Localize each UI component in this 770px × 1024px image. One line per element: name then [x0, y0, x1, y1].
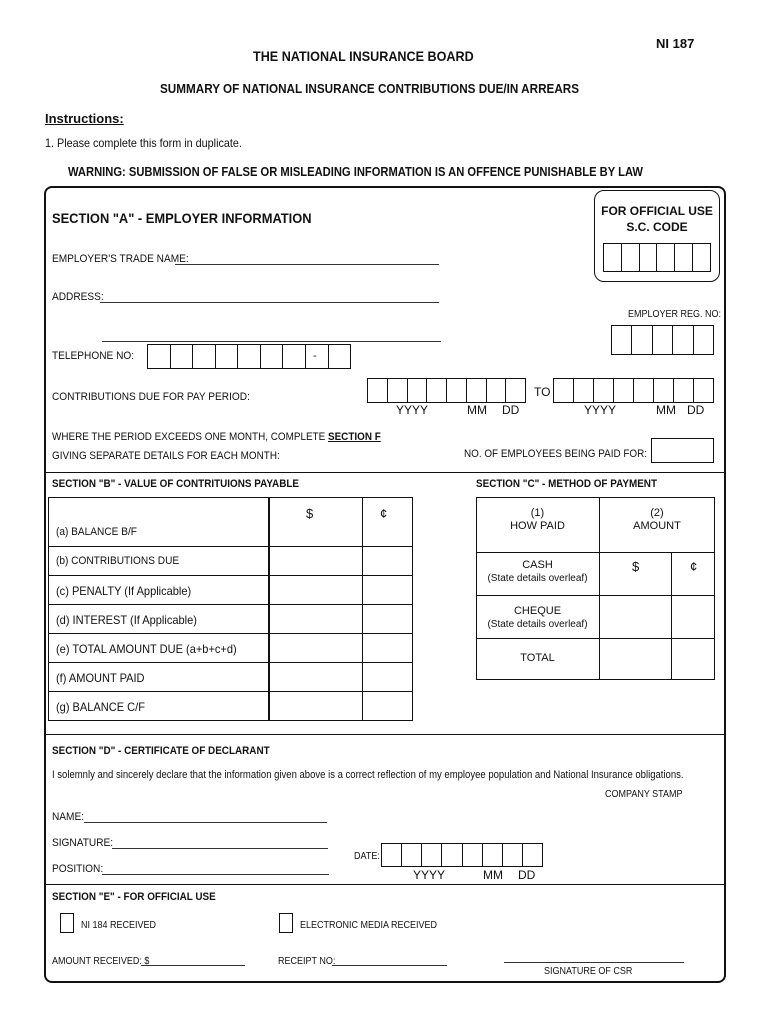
position-label: POSITION:: [52, 863, 104, 875]
period-note-1: WHERE THE PERIOD EXCEEDS ONE MONTH, COMPLETE SECTION F: [52, 431, 381, 443]
date-dd: DD: [518, 868, 536, 882]
section-e-title: SECTION "E" - FOR OFFICIAL USE: [52, 891, 216, 903]
period-from-boxes[interactable]: [367, 378, 526, 403]
telephone-label: TELEPHONE NO:: [52, 350, 135, 362]
csr-signature-label: SIGNATURE OF CSR: [544, 966, 633, 977]
b-cents-header: ¢: [380, 506, 388, 521]
instruction-item: 1. Please complete this form in duplicate.: [45, 136, 242, 150]
period-to-boxes[interactable]: [553, 378, 714, 403]
board-title: THE NATIONAL INSURANCE BOARD: [253, 48, 474, 64]
address-label: ADDRESS:: [52, 291, 104, 303]
form-code: NI 187: [656, 36, 695, 51]
to-yyyy: YYYY: [584, 403, 617, 417]
to-mm: MM: [656, 403, 676, 417]
name-label: NAME:: [52, 811, 85, 823]
b-row-f: (f) AMOUNT PAID: [56, 671, 145, 685]
sc-code-label: S.C. CODE: [626, 220, 688, 234]
warning-text: WARNING: SUBMISSION OF FALSE OR MISLEADING INFORMATION IS AN OFFENCE PUNISHABLE BY LAW: [68, 164, 643, 179]
company-stamp-label: COMPANY STAMP: [605, 789, 683, 800]
b-row-e: (e) TOTAL AMOUNT DUE (a+b+c+d): [56, 642, 237, 656]
instructions-heading: Instructions:: [45, 111, 124, 126]
telephone-boxes[interactable]: [147, 344, 351, 369]
section-c-title: SECTION "C" - METHOD OF PAYMENT: [476, 478, 657, 490]
c-dollar-header: $: [632, 559, 640, 574]
employees-count-box[interactable]: [651, 438, 714, 463]
electronic-media-checkbox[interactable]: [279, 913, 293, 933]
pay-period-label: CONTRIBUTIONS DUE FOR PAY PERIOD:: [52, 391, 250, 403]
from-yyyy: YYYY: [396, 403, 429, 417]
declaration-text: I solemnly and sincerely declare that the information given above is a correct reflection of my employee population and National Insurance obligations.: [52, 769, 684, 781]
address-field-2[interactable]: [102, 341, 441, 342]
section-a-title: SECTION "A" - EMPLOYER INFORMATION: [52, 210, 312, 226]
c-col2-label: AMOUNT: [633, 520, 681, 532]
csr-signature-field[interactable]: [504, 962, 684, 963]
c-cheque-note: (State details overleaf): [487, 619, 588, 630]
section-b-title: SECTION "B" - VALUE OF CONTRITUIONS PAYABLE: [52, 478, 300, 490]
trade-name-field[interactable]: [175, 264, 439, 265]
date-boxes[interactable]: [381, 843, 543, 867]
date-mm: MM: [483, 868, 503, 882]
signature-field[interactable]: [112, 848, 328, 849]
section-f-link: SECTION F: [327, 431, 381, 443]
period-note-2: GIVING SEPARATE DETAILS FOR EACH MONTH:: [52, 450, 280, 462]
electronic-media-label: ELECTRONIC MEDIA RECEIVED: [300, 920, 438, 931]
name-field[interactable]: [84, 822, 327, 823]
ni184-checkbox[interactable]: [60, 913, 74, 933]
employer-reg-boxes[interactable]: [611, 325, 714, 355]
c-total: TOTAL: [520, 652, 555, 664]
date-yyyy: YYYY: [413, 868, 446, 882]
to-dd: DD: [687, 403, 705, 417]
employees-label: NO. OF EMPLOYEES BEING PAID FOR:: [464, 448, 648, 460]
phone-dash: -: [313, 350, 317, 362]
receipt-no-label: RECEIPT NO:: [278, 956, 336, 967]
c-cash-note: (State details overleaf): [487, 573, 588, 584]
c-cash: CASH: [522, 559, 553, 571]
sc-code-boxes[interactable]: [603, 243, 711, 272]
b-row-d: (d) INTEREST (If Applicable): [56, 613, 197, 627]
position-field[interactable]: [102, 874, 329, 875]
b-row-a: (a) BALANCE B/F: [56, 526, 137, 538]
address-field-1[interactable]: [100, 302, 439, 303]
amount-received-label: AMOUNT RECEIVED: $: [52, 956, 150, 967]
receipt-no-field[interactable]: [332, 965, 447, 966]
b-row-b: (b) CONTRIBUTIONS DUE: [56, 555, 180, 567]
c-cheque: CHEQUE: [513, 605, 562, 617]
c-col1-num: (1): [530, 507, 545, 519]
b-dollar-header: $: [306, 506, 314, 521]
amount-received-field[interactable]: [141, 965, 245, 966]
signature-label: SIGNATURE:: [52, 837, 114, 849]
b-row-c: (c) PENALTY (If Applicable): [56, 584, 192, 598]
form-title: SUMMARY OF NATIONAL INSURANCE CONTRIBUTIONS DUE/IN ARREARS: [160, 81, 580, 96]
to-label: TO: [534, 385, 551, 399]
ni184-label: NI 184 RECEIVED: [81, 920, 157, 931]
c-col1-label: HOW PAID: [510, 520, 565, 532]
from-mm: MM: [467, 403, 487, 417]
from-dd: DD: [502, 403, 520, 417]
employer-reg-label: EMPLOYER REG. NO:: [628, 309, 722, 320]
section-d-title: SECTION "D" - CERTIFICATE OF DECLARANT: [52, 745, 270, 757]
date-label: DATE:: [354, 851, 380, 862]
trade-name-label: EMPLOYER'S TRADE NAME:: [52, 253, 189, 265]
b-row-g: (g) BALANCE C/F: [56, 700, 145, 714]
official-use-label: FOR OFFICIAL USE: [601, 204, 713, 218]
c-col2-num: (2): [650, 507, 664, 519]
c-cents-header: ¢: [690, 559, 698, 574]
